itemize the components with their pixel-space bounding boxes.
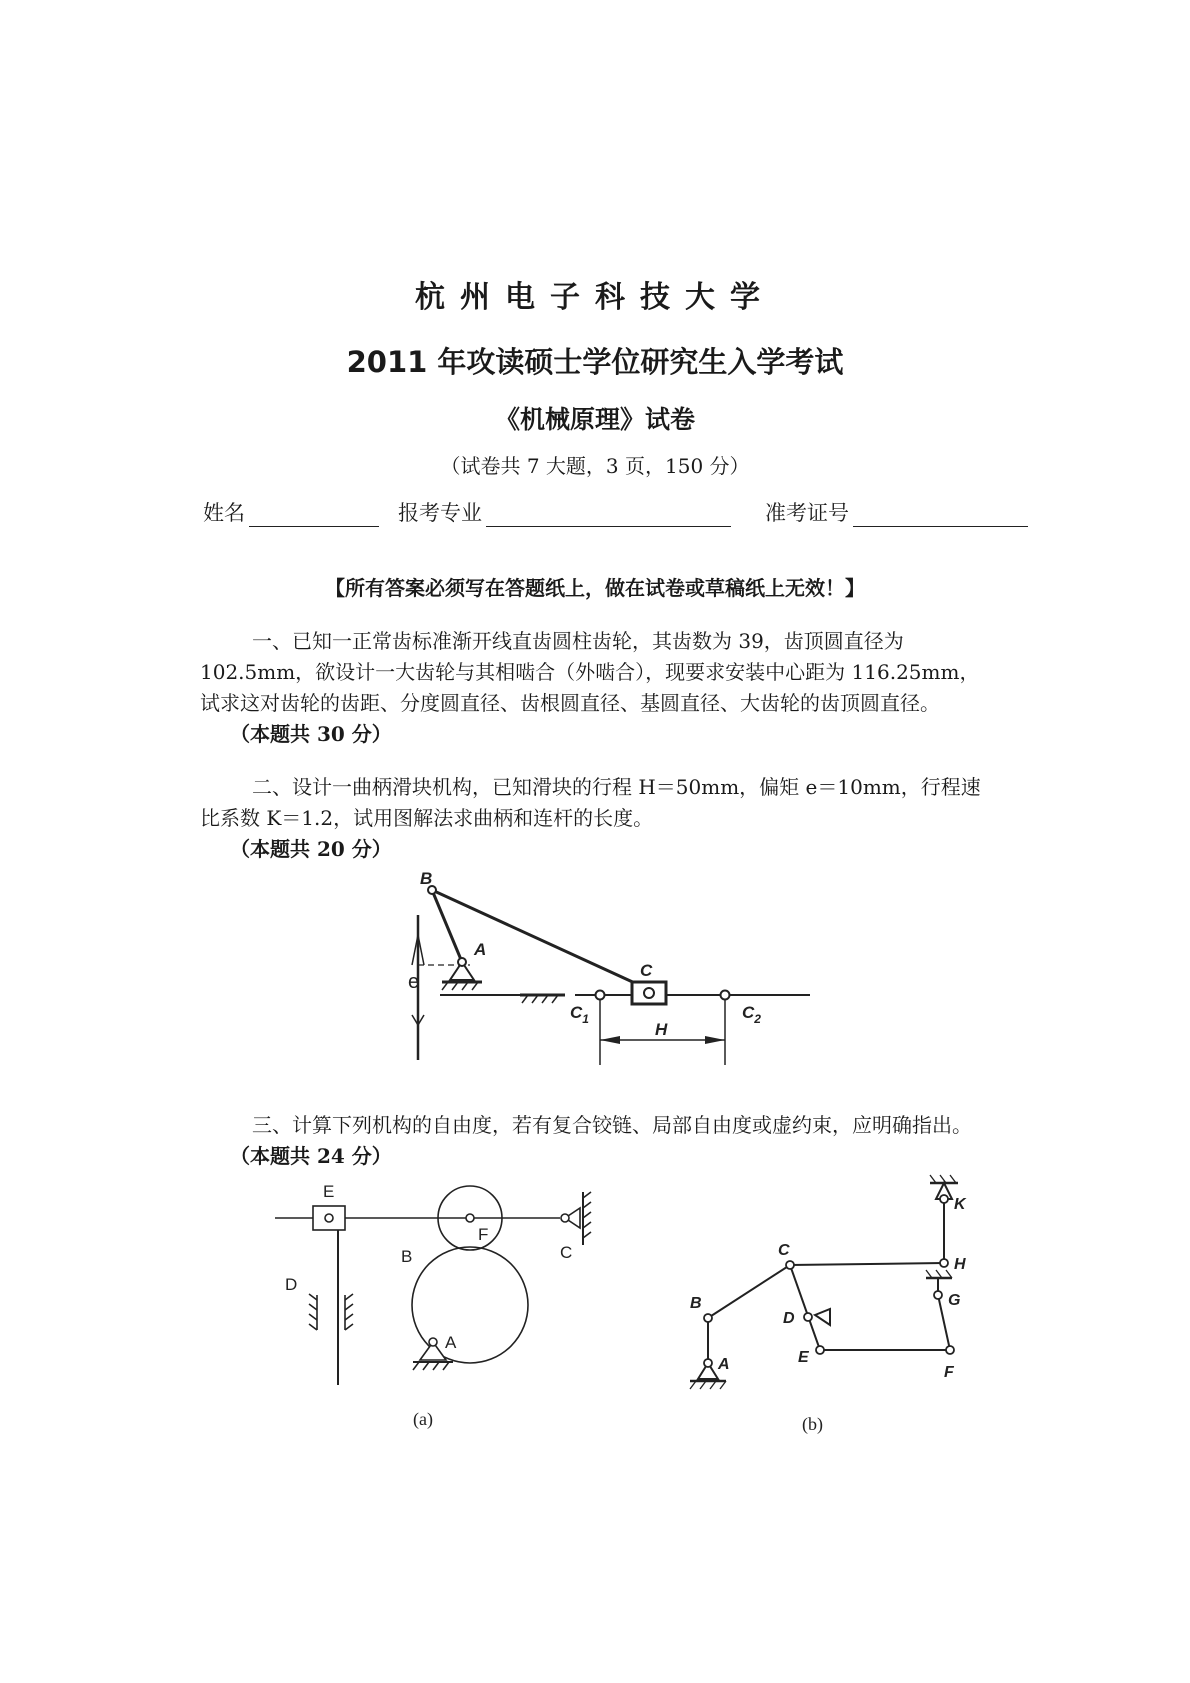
question-line: 比系数 K＝1.2，试用图解法求曲柄和连杆的长度。 [200,806,654,830]
major-field [398,497,731,527]
label-c: C [778,1242,790,1259]
name-field [203,497,379,527]
mechanism-figure-a [265,1170,625,1430]
position-c2 [721,991,730,1000]
label-c: C [640,961,653,980]
label-a: A [474,940,487,959]
mechanism-figure-b [690,1165,990,1450]
exam-title: 2011 年攻读硕士学位研究生入学考试 [346,345,844,379]
university-name: 杭州电子科技大学 [415,280,775,315]
question-score: （本题共 20 分） [230,837,392,861]
answer-notice: 【所有答案必须写在答题纸上，做在试卷或草稿纸上无效！】 [325,576,865,600]
name-blank[interactable] [249,504,379,527]
label-c2: $C_2$ [742,1003,761,1026]
label-f: F [478,1225,489,1244]
question-line: 一、已知一正常齿标准渐开线直齿圆柱齿轮，其齿数为 39，齿顶圆直径为 [252,629,904,653]
question-3 [200,1110,1060,1172]
subject-title: 《机械原理》试卷 [494,405,695,434]
question-2 [200,772,1060,865]
gear-large [412,1247,528,1363]
exam-info: （试卷共 7 大题，3 页，150 分） [440,454,750,478]
label-d: D [783,1310,795,1327]
label-e: E [323,1182,335,1201]
slider-crank-figure [410,860,840,1075]
label-b: B [690,1295,702,1312]
label-a: A [445,1333,457,1352]
label-h: H [954,1256,966,1273]
question-line: 二、设计一曲柄滑块机构，已知滑块的行程 H＝50mm，偏矩 e＝10mm，行程速 [252,775,981,799]
question-1 [200,626,1060,750]
name-label: 姓名 [203,501,245,525]
label-k: K [954,1196,966,1213]
joint-c [644,988,654,998]
question-score: （本题共 30 分） [230,722,392,746]
major-blank[interactable] [486,504,731,527]
id-label: 准考证号 [765,501,849,525]
label-c: C [560,1243,573,1262]
figure-b-caption: (b) [802,1414,823,1434]
label-a: A [718,1356,730,1373]
id-blank[interactable] [853,504,1028,527]
id-field [765,497,1028,527]
label-f: F [944,1364,954,1381]
label-g: G [948,1292,961,1309]
major-label: 报考专业 [398,501,482,525]
label-e: e [408,971,420,993]
figure-a-caption: (a) [413,1409,433,1429]
position-c1 [596,991,605,1000]
label-c1: $C_1$ [570,1003,589,1026]
question-line: 试求这对齿轮的齿距、分度圆直径、齿根圆直径、基圆直径、大齿轮的齿顶圆直径。 [200,691,940,715]
label-b: B [420,869,433,888]
label-e: E [798,1349,809,1366]
question-line: 三、计算下列机构的自由度，若有复合铰链、局部自由度或虚约束，应明确指出。 [252,1113,972,1137]
joint-a [458,958,466,966]
label-d: D [285,1275,298,1294]
label-h: H [655,1020,668,1039]
question-line: 102.5mm，欲设计一大齿轮与其相啮合（外啮合），现要求安装中心距为 116.25mm， [200,660,980,684]
question-score: （本题共 24 分） [230,1144,392,1168]
label-b: B [401,1247,413,1266]
